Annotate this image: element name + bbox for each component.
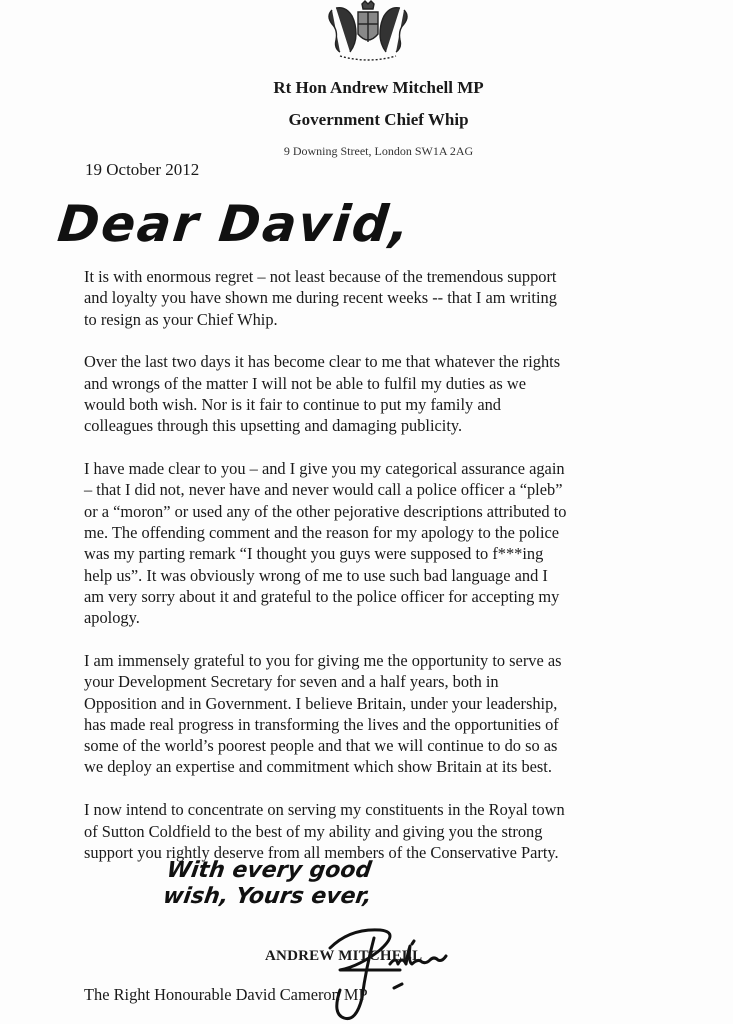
body-line: and wrongs of the matter I will not be able to fulfil my duties as we [84,373,526,393]
body-line: I now intend to concentrate on serving my constituents in the Royal town [84,800,565,820]
letterhead-address: 9 Downing Street, London SW1A 2AG [283,144,474,158]
body-line: would both wish. Nor is it fair to continue to put my family and [84,394,502,414]
paragraph-5 [84,799,664,863]
handwritten-salutation: Dear David, [54,195,415,253]
body-line: am very sorry about it and grateful to the police officer for accepting my [84,586,560,606]
paragraph-3 [84,458,664,628]
body-line: some of the world’s poorest people and that we will continue to do so as [84,736,558,756]
body-line: we deploy an expertise and commitment which show Britain at its best. [84,757,552,777]
body-line: Over the last two days it has become clear to me that whatever the rights [84,352,561,372]
body-line: me. The offending comment and the reason for my apology to the police [84,522,560,542]
body-line: was my parting remark “I thought you guys were supposed to f***ing [84,544,544,564]
paragraph-1 [84,266,664,330]
recipient-name: The Right Honourable David Cameron MP [84,985,368,1004]
paragraph-4 [84,650,664,778]
royal-coat-of-arms-icon [322,0,414,62]
body-line: I have made clear to you – and I give you my categorical assurance again [84,459,565,479]
paragraph-2 [84,351,664,436]
handwritten-signature [320,920,580,1024]
body-line: your Development Secretary for seven and a half years, both in [84,672,499,692]
letter-body [84,266,664,885]
body-line: has made real progress in transforming the lives and the opportunities of [84,714,559,734]
body-line: colleagues through this upsetting and damaging publicity. [84,416,463,436]
body-line: to resign as your Chief Whip. [84,309,278,329]
letter-date: 19 October 2012 [85,160,200,179]
body-line: support you rightly deserve from all members of the Conservative Party. [84,842,559,862]
body-line: I am immensely grateful to you for giving me the opportunity to serve as [84,650,562,670]
body-line: and loyalty you have shown me during recent weeks -- that I am writing [84,288,557,308]
body-line: help us”. It was obviously wrong of me to use such bad language and I [84,565,548,585]
handwritten-closing: With every good wish, Yours ever, [161,858,374,909]
body-line: apology. [84,608,140,628]
body-line: Opposition and in Government. I believe Britain, under your leadership, [84,693,558,713]
body-line: or a “moron” or used any of the other pejorative descriptions attributed to [84,501,567,521]
letterhead-name: Rt Hon Andrew Mitchell MP [273,78,484,97]
body-line: – that I did not, never have and never would call a police officer a “pleb” [84,480,563,500]
letterhead-title: Government Chief Whip [288,110,469,129]
body-line: of Sutton Coldfield to the best of my ability and giving you the strong [84,821,543,841]
signature-name: ANDREW MITCHELL [265,948,423,964]
body-line: It is with enormous regret – not least because of the tremendous support [84,267,557,286]
